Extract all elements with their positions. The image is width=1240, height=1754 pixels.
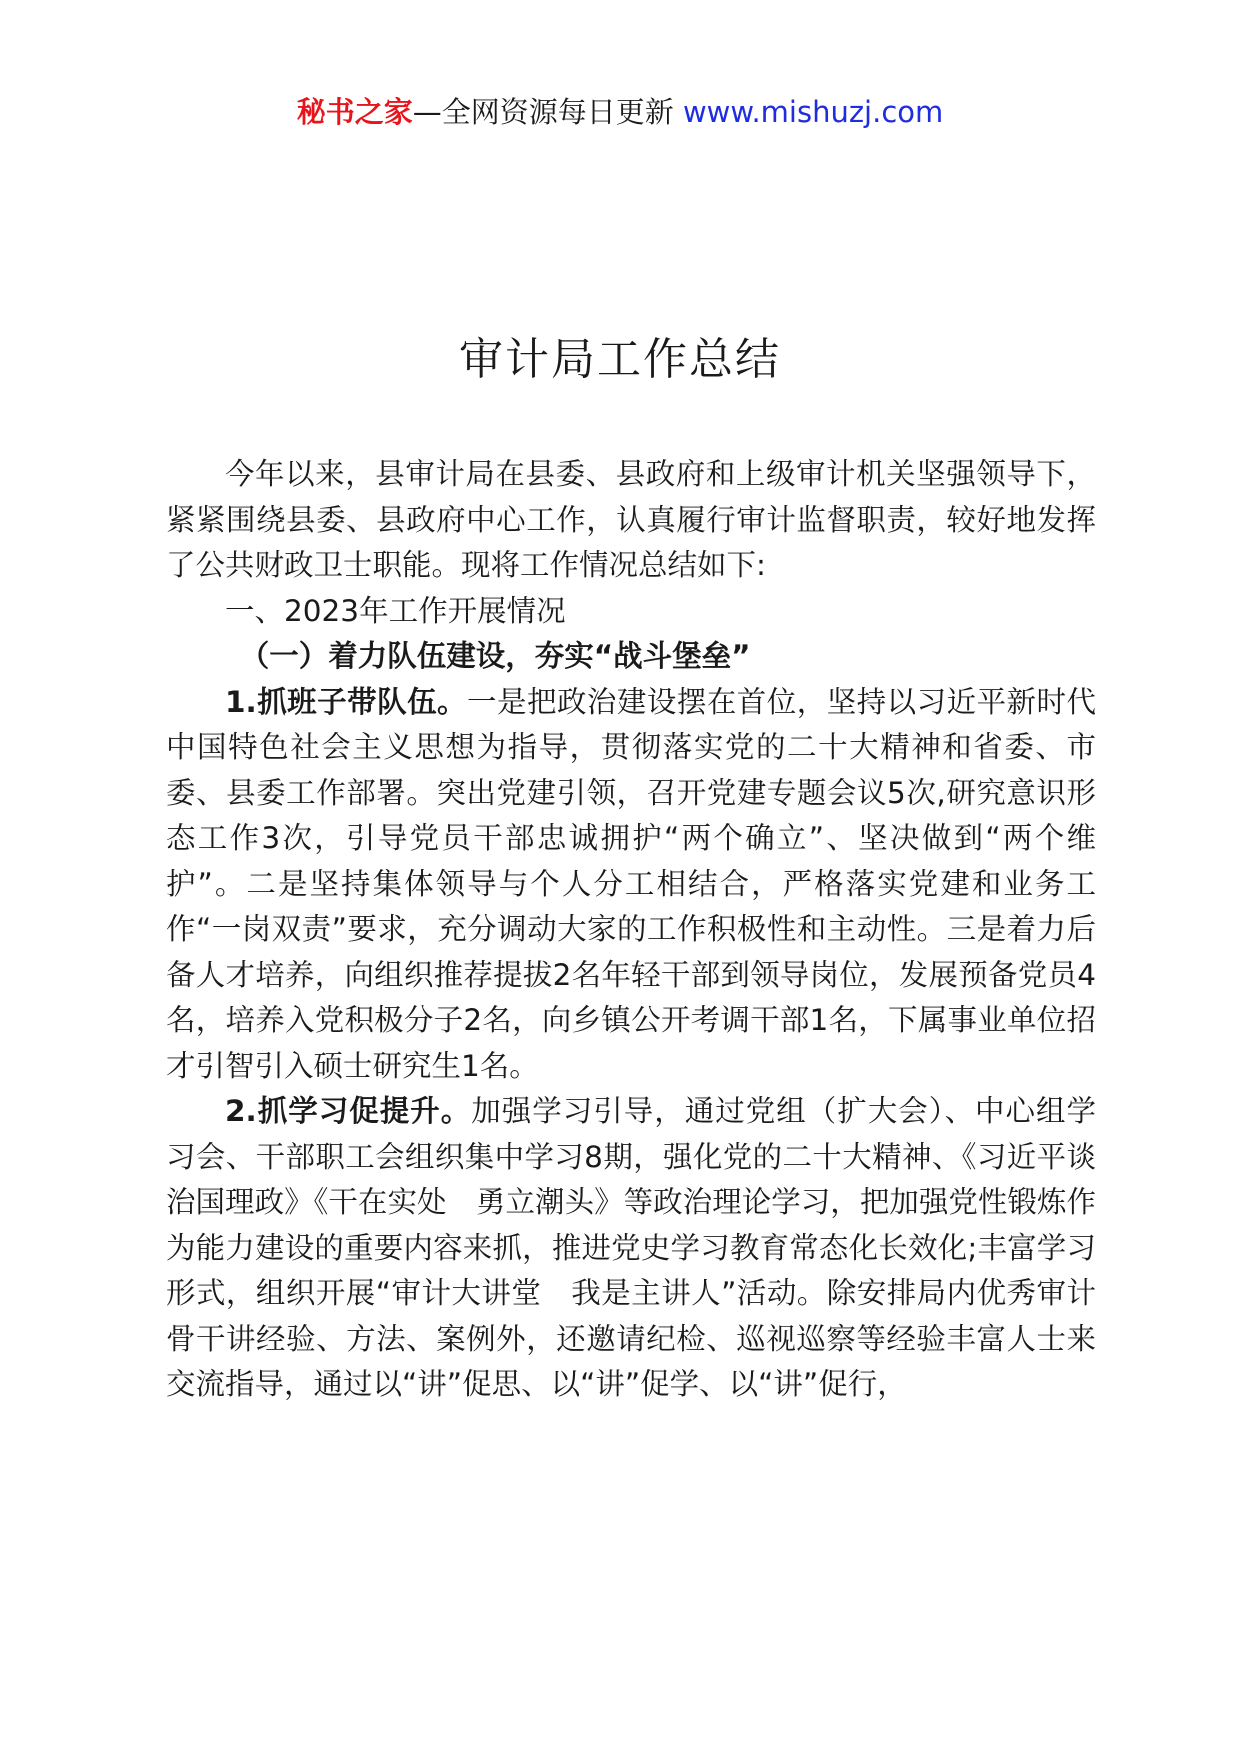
item-paragraph-2 bbox=[166, 1089, 1096, 1408]
site-brand: 秘书之家 bbox=[296, 95, 413, 129]
item-lead-1: 1.抓班子带队伍。 bbox=[225, 684, 468, 719]
document-title: 审计局工作总结 bbox=[459, 334, 781, 385]
site-tagline: —全网资源每日更新 bbox=[412, 95, 674, 129]
item-lead-2: 2.抓学习促提升。 bbox=[225, 1094, 472, 1128]
site-header bbox=[0, 92, 1240, 132]
section-heading: 一、2023年工作开展情况 bbox=[225, 593, 566, 628]
subsection-heading: （一）着力队伍建设，夯实“战斗堡垒” bbox=[239, 639, 751, 673]
item-text-1: 一是把政治建设摆在首位，坚持以习近平新时代中国特色社会主义思想为指导，贯彻落实党的二十大精神和省委、市委、县委工作部署。突出党建引领，召开党建专题会议5次,研究意识形态工作3次，引导党员干部忠诚拥护“两个确立”、坚决做到“两个维护”。二是坚持集体领导与个人分工相结合，严格落实党建和业务工作“一岗双责”要求，充分调动大家的工作积极性和主动性。三是着力后备人才培养，向组织推荐提拔2名年轻干部到领导岗位，发展预备党员4名，培养入党积极分子2名，向乡镇公开考调干部1名，下属事业单位招才引智引入硕士研究生1名。 bbox=[166, 684, 1096, 1083]
intro-paragraph: 今年以来，县审计局在县委、县政府和上级审计机关坚强领导下，紧紧围绕县委、县政府中心工作，认真履行审计监督职责，较好地发挥了公共财政卫士职能。现将工作情况总结如下: bbox=[166, 457, 1096, 582]
item-text-2: 加强学习引导，通过党组（扩大会）、中心组学习会、干部职工会组织集中学习8期，强化党的二十大精神、《习近平谈治国理政》《干在实处 勇立潮头》等政治理论学习，把加强党性锻炼作为能力建设的重要内容来抓，推进党史学习教育常态化长效化;丰富学习形式，组织开展“审计大讲堂 我是主讲人”活动。除安排局内优秀审计骨干讲经验、方法、案例外，还邀请纪检、巡视巡察等经验丰富人士来交流指导，通过以“讲”促思、以“讲”促学、以“讲”促行， bbox=[166, 1094, 1096, 1401]
document-body bbox=[166, 452, 1096, 1408]
site-url-link[interactable]: www.mishuzj.com bbox=[682, 95, 944, 129]
item-paragraph-1 bbox=[166, 680, 1096, 1090]
